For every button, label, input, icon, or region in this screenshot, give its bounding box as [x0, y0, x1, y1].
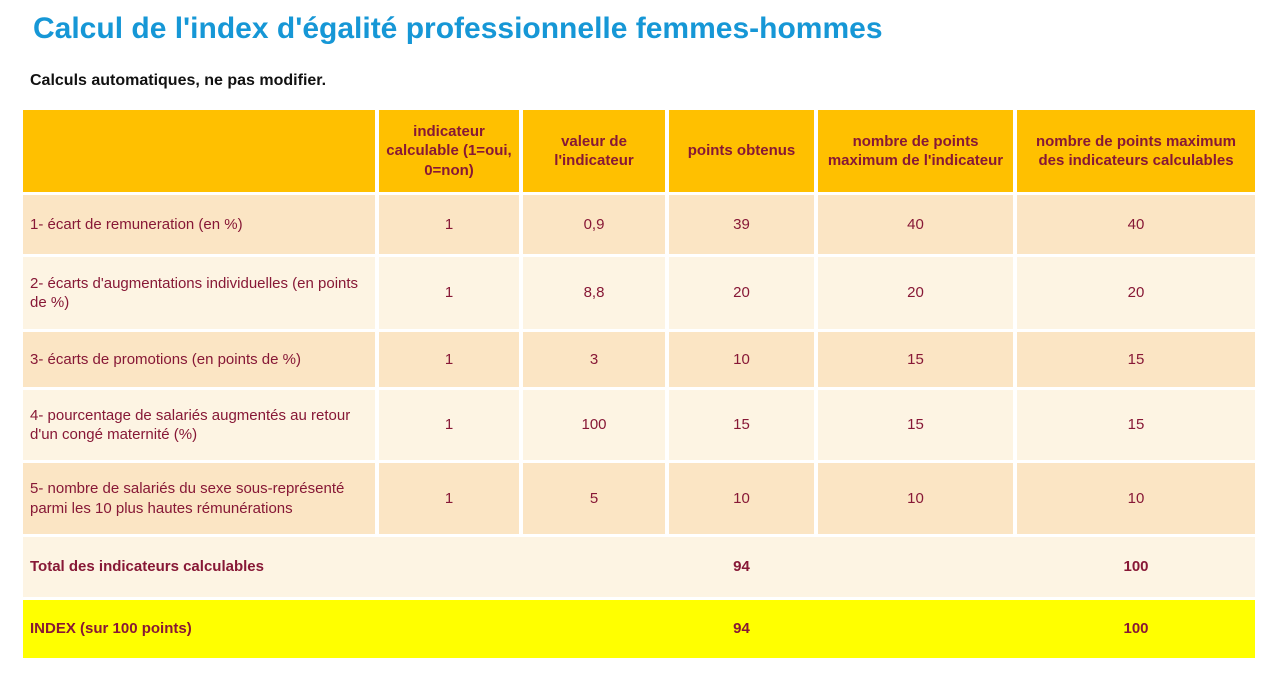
total-points: 94: [733, 558, 750, 576]
cell-calculable: 1: [379, 390, 519, 460]
table-row: [23, 463, 1255, 534]
cell-valeur: 3: [523, 332, 665, 387]
page-subtitle: Calculs automatiques, ne pas modifier.: [30, 72, 327, 89]
cell-max-indicateur: 10: [818, 463, 1013, 534]
cell-valeur: 100: [523, 390, 665, 460]
total-row: [23, 537, 1255, 597]
cell-max-calculables: 10: [1017, 463, 1255, 534]
row-label: 2- écarts d'augmentations individuelles (en points de %): [23, 257, 375, 329]
cell-max-calculables: 15: [1017, 332, 1255, 387]
cell-points: 10: [669, 463, 814, 534]
index-valeur-empty: [523, 600, 665, 658]
cell-max-calculables: 15: [1017, 390, 1255, 460]
row-label: 5- nombre de salariés du sexe sous-représenté parmi les 10 plus hautes rémunérations: [23, 463, 375, 534]
cell-max-indicateur: 40: [818, 195, 1013, 254]
cell-calculable: 1: [379, 195, 519, 254]
cell-calculable: 1: [379, 257, 519, 329]
cell-valeur: 0,9: [523, 195, 665, 254]
cell-max-indicateur: 15: [818, 390, 1013, 460]
cell-max-indicateur: 20: [818, 257, 1013, 329]
index-calculable-empty: [379, 600, 519, 658]
index-max-indicateur-empty: [818, 600, 1013, 658]
row-label: 4- pourcentage de salariés augmentés au retour d'un congé maternité (%): [23, 390, 375, 460]
cell-valeur: 8,8: [523, 257, 665, 329]
cell-points: 20: [669, 257, 814, 329]
header-indicateur-calculable: indicateur calculable (1=oui, 0=non): [379, 110, 519, 192]
index-points: 94: [733, 620, 750, 638]
cell-points: 15: [669, 390, 814, 460]
table-row: [23, 195, 1255, 254]
header-empty: [23, 110, 375, 192]
header-points-obtenus: points obtenus: [669, 110, 814, 192]
header-valeur-indicateur: valeur de l'indicateur: [523, 110, 665, 192]
total-max-indicateur-empty: [818, 537, 1013, 597]
index-max-calculables: 100: [1123, 620, 1149, 638]
cell-calculable: 1: [379, 463, 519, 534]
cell-max-indicateur: 15: [818, 332, 1013, 387]
header-max-indicateur: nombre de points maximum de l'indicateur: [818, 110, 1013, 192]
row-label: 1- écart de remuneration (en %): [23, 195, 375, 254]
equality-index-table: [23, 110, 1255, 658]
cell-valeur: 5: [523, 463, 665, 534]
cell-points: 39: [669, 195, 814, 254]
table-header-row: [23, 110, 1255, 192]
index-row: [23, 600, 1255, 658]
table-row: [23, 390, 1255, 460]
row-label: 3- écarts de promotions (en points de %): [23, 332, 375, 387]
total-valeur-empty: [523, 537, 665, 597]
total-calculable-empty: [379, 537, 519, 597]
table-row: [23, 257, 1255, 329]
cell-max-calculables: 20: [1017, 257, 1255, 329]
header-max-calculables: nombre de points maximum des indicateurs calculables: [1017, 110, 1255, 192]
cell-max-calculables: 40: [1017, 195, 1255, 254]
index-label: INDEX (sur 100 points): [30, 620, 192, 638]
cell-points: 10: [669, 332, 814, 387]
total-max-calculables: 100: [1123, 558, 1149, 576]
page-title: Calcul de l'index d'égalité professionnelle femmes-hommes: [33, 12, 883, 45]
total-label: Total des indicateurs calculables: [30, 558, 264, 576]
table-row: [23, 332, 1255, 387]
cell-calculable: 1: [379, 332, 519, 387]
